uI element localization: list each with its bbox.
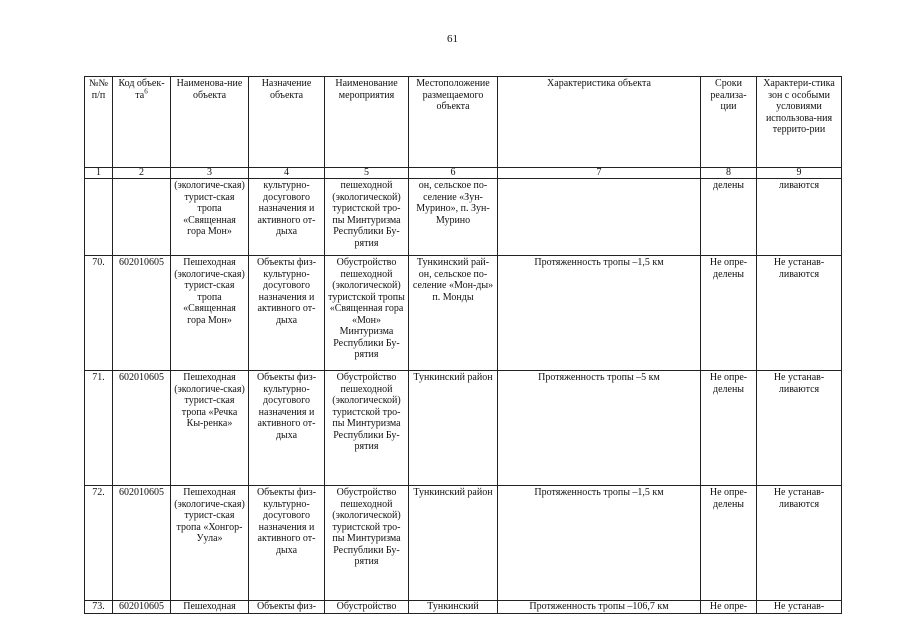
column-number-row (85, 168, 842, 179)
header-characteristic: Характеристика объекта (498, 77, 701, 168)
cell-id (85, 179, 113, 256)
column-number: 9 (757, 168, 842, 179)
column-number: 5 (325, 168, 409, 179)
cell-characteristic (498, 179, 701, 256)
cell-location: Тункинский район (409, 486, 498, 601)
table-row (85, 179, 842, 256)
page-number: 61 (447, 33, 458, 45)
cell-zones: Не устанав- (757, 601, 842, 614)
column-number: 4 (249, 168, 325, 179)
header-name: Наименова-ние объекта (171, 77, 249, 168)
cell-code: 602010605 (113, 601, 171, 614)
cell-name: Пешеходная (экологиче-ская) турист-ская тропа «Речка Кы-ренка» (171, 371, 249, 486)
cell-characteristic: Протяженность тропы –1,5 км (498, 256, 701, 371)
cell-event: Обустройство пешеходной (экологической) туристской тро-пы Минтуризма Республики Бу-рятия (325, 486, 409, 601)
header-code: Код объек-$та^6$ (113, 77, 171, 168)
cell-characteristic: Протяженность тропы –106,7 км (498, 601, 701, 614)
cell-location: Тункинский (409, 601, 498, 614)
header-num: №№ п/п (85, 77, 113, 168)
header-terms: Сроки реализа-ции (701, 77, 757, 168)
cell-location: он, сельское по-селение «Зун-Мурино», п. Зун-Мурино (409, 179, 498, 256)
cell-event: Обустройство пешеходной (экологической) туристской тро-пы Минтуризма Республики Бу-рятия (325, 371, 409, 486)
cell-name: Пешеходная (экологиче-ская) турист-ская тропа «Хонгор-Уула» (171, 486, 249, 601)
cell-event: Обустройство пешеходной (экологической) туристской тропы «Священная гора «Мон» Минтуризма Республики Бу-рятия (325, 256, 409, 371)
cell-code: 602010605 (113, 256, 171, 371)
header-location: Местоположение размещаемого объекта (409, 77, 498, 168)
cell-zones: ливаются (757, 179, 842, 256)
table-row (85, 256, 842, 371)
cell-terms: Не опре-делены (701, 486, 757, 601)
cell-purpose: Объекты физ-культурно-досугового назначения и активного от-дыха (249, 256, 325, 371)
column-number: 7 (498, 168, 701, 179)
cell-terms: Не опре- (701, 601, 757, 614)
cell-purpose: Объекты физ-культурно-досугового назначения и активного от-дыха (249, 486, 325, 601)
column-number: 2 (113, 168, 171, 179)
cell-code (113, 179, 171, 256)
cell-code: 602010605 (113, 486, 171, 601)
column-number: 8 (701, 168, 757, 179)
cell-event: пешеходной (экологической) туристской тро-пы Минтуризма Республики Бу-рятия (325, 179, 409, 256)
header-purpose: Назначение объекта (249, 77, 325, 168)
table-row (85, 486, 842, 601)
cell-zones: Не устанав-ливаются (757, 256, 842, 371)
cell-terms: делены (701, 179, 757, 256)
column-number: 3 (171, 168, 249, 179)
header-zones: Характери-стика зон с особыми условиями использова-ния террито-рии (757, 77, 842, 168)
cell-name: (экологиче-ская) турист-ская тропа «Священная гора Мон» (171, 179, 249, 256)
column-number: 1 (85, 168, 113, 179)
cell-purpose: Объекты физ-культурно-досугового назначения и активного от-дыха (249, 371, 325, 486)
table-row (85, 371, 842, 486)
cell-characteristic: Протяженность тропы –1,5 км (498, 486, 701, 601)
cell-purpose: Объекты физ- (249, 601, 325, 614)
cell-code: 602010605 (113, 371, 171, 486)
cell-purpose: культурно-досугового назначения и активного от-дыха (249, 179, 325, 256)
footnote-mark: 6 (144, 87, 148, 96)
cell-name: Пешеходная (171, 601, 249, 614)
objects-table (84, 76, 842, 614)
cell-id: 73. (85, 601, 113, 614)
cell-terms: Не опре-делены (701, 371, 757, 486)
cell-id: 71. (85, 371, 113, 486)
cell-id: 70. (85, 256, 113, 371)
column-number: 6 (409, 168, 498, 179)
cell-terms: Не опре-делены (701, 256, 757, 371)
cell-id: 72. (85, 486, 113, 601)
cell-characteristic: Протяженность тропы –5 км (498, 371, 701, 486)
table-row (85, 601, 842, 614)
cell-event: Обустройство (325, 601, 409, 614)
header-row (85, 77, 842, 168)
header-event: Наименование мероприятия (325, 77, 409, 168)
cell-zones: Не устанав-ливаются (757, 486, 842, 601)
cell-name: Пешеходная (экологиче-ская) турист-ская тропа «Священная гора Мон» (171, 256, 249, 371)
cell-zones: Не устанав-ливаются (757, 371, 842, 486)
cell-location: Тункинский рай-он, сельское по-селение «Мон-ды» п. Монды (409, 256, 498, 371)
cell-location: Тункинский район (409, 371, 498, 486)
